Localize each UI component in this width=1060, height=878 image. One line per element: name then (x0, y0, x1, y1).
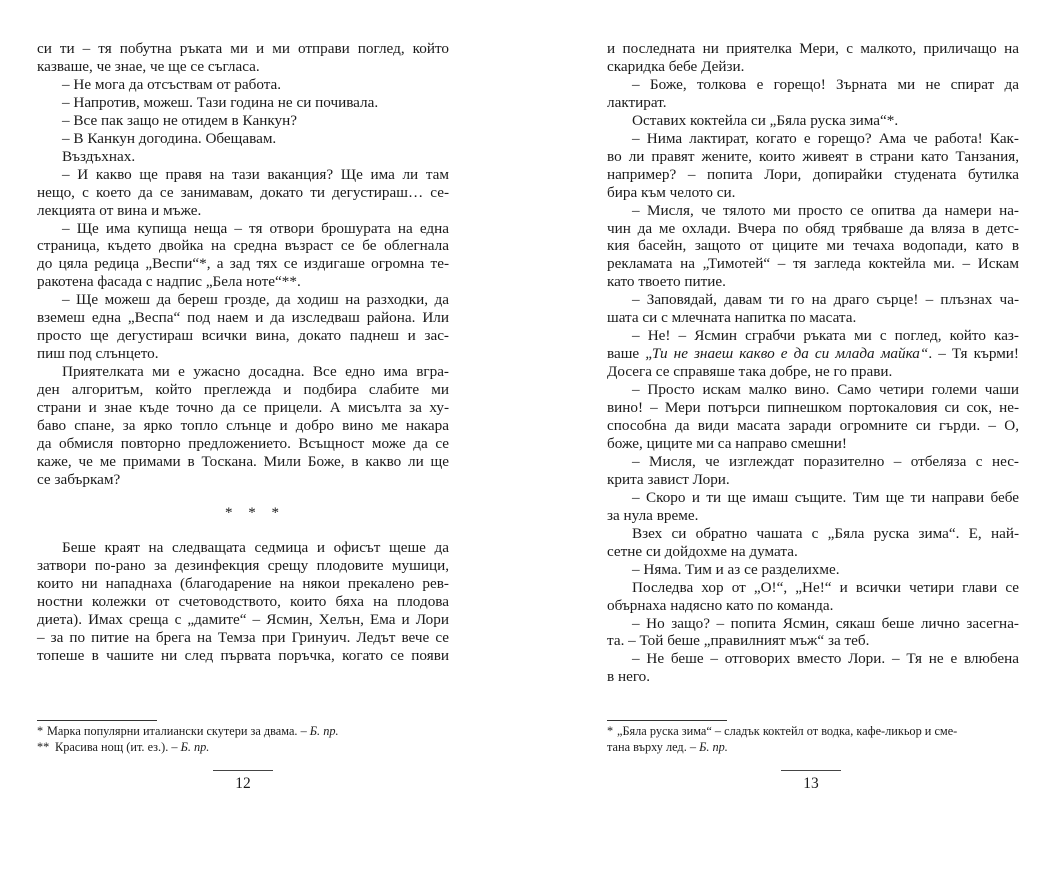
text-line: скаридка бебе Дейзи. (607, 57, 745, 75)
text-line: – Не беше – отговорих вместо Лори. – Тя не е влюбена (632, 650, 1019, 668)
text-line: – за по питие на брега на Темза при Гринуич. Ледът вече се (37, 628, 449, 646)
text-line: кия басейн, защото от циците ми течаха водопади, като в (607, 237, 1019, 255)
page-number-left (213, 770, 273, 793)
text-line: – Ще има купища неща – тя отвори брошурата на една (62, 219, 449, 237)
text-line: ден алгоритъм, който преглежда и подбира слабите ми (37, 381, 449, 399)
text-line: рекламата на „Тимотей“ – тя загледа коктейла ми. – Искам (607, 255, 1019, 273)
text-line: – Напротив, можеш. Тази година не си почивала. (62, 93, 379, 111)
text-line: вино! – Мери потърси пипнешком портокаловия си сок, не- (607, 399, 1019, 417)
text-line: си ти – тя побутна ръката ми и ми отправи поглед, който (37, 40, 449, 57)
footnote: ** Красива нощ (ит. ез.). – Б. пр. (37, 739, 210, 754)
text-line: вземеш една „Веспа“ под наем и да изследваш района. Или (37, 309, 449, 327)
text-line: – Няма. Тим и аз се разделихме. (632, 560, 840, 578)
text-line: да обмисля повторно предложението. Всъщност може да се (37, 434, 449, 452)
text-line: – Не! – Ясмин сграбчи ръката ми с поглед, който каз- (632, 327, 1019, 345)
text-line: Последва хор от „О!“, „Не!“ и всички четири глави се (632, 578, 1019, 596)
text-line: и последната ни приятелка Мери, с малкото, приличащо на (607, 40, 1019, 57)
text-line: които ни нападнаха (благодарение на някои прекалено рев- (37, 574, 449, 592)
text-line: – Ще можеш да береш грозде, да ходиш на разходки, да (62, 291, 449, 309)
text-line: диета). Имах среща с „дамите“ – Ясмин, Хелън, Ема и Лори (37, 610, 449, 628)
text-line: во ли правят жените, които живеят в страни като Танзания, (607, 147, 1019, 165)
folio-rule (213, 770, 273, 771)
text-line: казваше, че знае, че ще се съгласа. (37, 57, 260, 75)
footnote-rule (607, 720, 727, 721)
folio-number: 13 (803, 775, 819, 792)
text-line: страница, където двойка на средна възраст се бе облегнала (37, 237, 449, 255)
right-page-body (607, 40, 1019, 686)
footnote-rule (37, 720, 157, 721)
text-line: – Заповядай, давам ти го на драго сърце! – плъзнах ча- (632, 291, 1019, 309)
footnote: тана върху лед. – Б. пр. (607, 739, 728, 754)
text-line: нещо, с което да се занимавам, докато ти дегустираш… се- (37, 183, 449, 201)
text-line: Взех си обратно чашата с „Бяла руска зима“. Е, най- (632, 524, 1019, 542)
text-line: – Но защо? – попита Ясмин, сякаш беше лично засегна- (632, 614, 1019, 632)
text-line: се забъркам? (37, 470, 121, 488)
text-line: например? – попита Лори, допирайки студената бутилка (607, 165, 1019, 183)
text-line: ваше „Ти не знаеш какво е да си млада майка“. – Тя кърми! (607, 345, 1019, 363)
footnote: * „Бяла руска зима“ – сладък коктейл от водка, кафе-ликьор и сме- (607, 724, 958, 738)
text-line: – В Канкун догодина. Обещавам. (62, 129, 277, 147)
text-line: шата си с млечната напитка по масата. (607, 309, 857, 327)
text-line: Въздъхнах. (62, 147, 136, 165)
right-footnotes (607, 720, 1019, 755)
text-line: та. – Той беше „правилният мъж“ за теб. (607, 632, 870, 650)
text-line: пиш под слънцето. (37, 345, 159, 363)
text-line: лекцията от вина и мъже. (37, 201, 202, 219)
text-line: – И какво ще правя на тази ваканция? Ще има ли там (62, 165, 449, 183)
text-line: способна да види масата заради огромните си гърди. – О, (607, 417, 1019, 435)
footnote: * Марка популярни италиански скутери за двама. – Б. пр. (37, 724, 339, 738)
text-line: Приятелката ми е ужасно досадна. Все едно има вгра- (62, 363, 449, 381)
text-line: сетне си дойдохме на думата. (607, 542, 798, 560)
text-line: – Нима лактират, когато е горещо? Ама че работа! Как- (632, 129, 1019, 147)
text-line: ракотена фасада с надпис „Бела ноте“**. (37, 273, 301, 291)
text-line: – Боже, толкова е горещо! Зърната ми не спират да (632, 75, 1019, 93)
text-line: – Скоро и ти ще имаш същите. Тим ще ти направи бебе (632, 488, 1019, 506)
text-line: страни и знае къде точно да се прицели. А мисълта за ху- (37, 399, 449, 417)
folio-number: 12 (235, 775, 251, 792)
text-line: – Мисля, че изглеждат поразително – отбеляза с нес- (632, 452, 1019, 470)
text-line: топеше в чашите ни след първата поръчка, когато се появи (37, 646, 449, 664)
text-line: в него. (607, 668, 651, 686)
text-line: Оставих коктейла си „Бяла руска зима“*. (632, 111, 899, 129)
text-line: за нула време. (607, 506, 699, 524)
text-line: обърнаха надясно като по команда. (607, 596, 834, 614)
text-line: – Мисля, че тялото ми просто се опитва да намери на- (632, 201, 1019, 219)
text-line: баво спане, за ярко топло слънце и добро вино ме накара (37, 417, 449, 435)
text-line: лактират. (607, 93, 667, 111)
section-break: * * * (225, 504, 285, 521)
text-line: чин да ме охлади. Вчера по обяд трябваше да вляза в детс- (607, 219, 1019, 237)
text-line: просто ще дегустираш всички вина, докато паднеш и зас- (37, 327, 449, 345)
text-line: боже, циците ми са направо смешни! (607, 434, 847, 452)
left-page-body (37, 40, 449, 664)
text-line: бира към челото си. (607, 183, 736, 201)
text-line: като твоето питие. (607, 273, 726, 291)
text-line: – Не мога да отсъствам от работа. (62, 75, 282, 93)
text-line: ностни колежки от счетоводството, които бяха на плодова (37, 592, 449, 610)
text-line: крита завист Лори. (607, 470, 730, 488)
folio-rule (781, 770, 841, 771)
text-line: каже, че ме примами в Тоскана. Мили Боже, в какво ли ще (37, 452, 449, 470)
page-number-right (781, 770, 841, 793)
text-line: затвори по-рано за дезинфекция срещу плодовите мушици, (37, 556, 449, 574)
text-line: Беше краят на следващата седмица и офисът щеше да (62, 538, 449, 556)
left-footnotes (37, 720, 449, 755)
text-line: до цяла редица „Веспи“*, а зад тях се издигаше огромна те- (37, 255, 449, 273)
text-line: – Просто искам малко вино. Само четири големи чаши (632, 381, 1019, 399)
text-line: – Все пак защо не отидем в Канкун? (62, 111, 297, 129)
text-line: Досега се справяше така добре, не го прави. (607, 363, 893, 381)
